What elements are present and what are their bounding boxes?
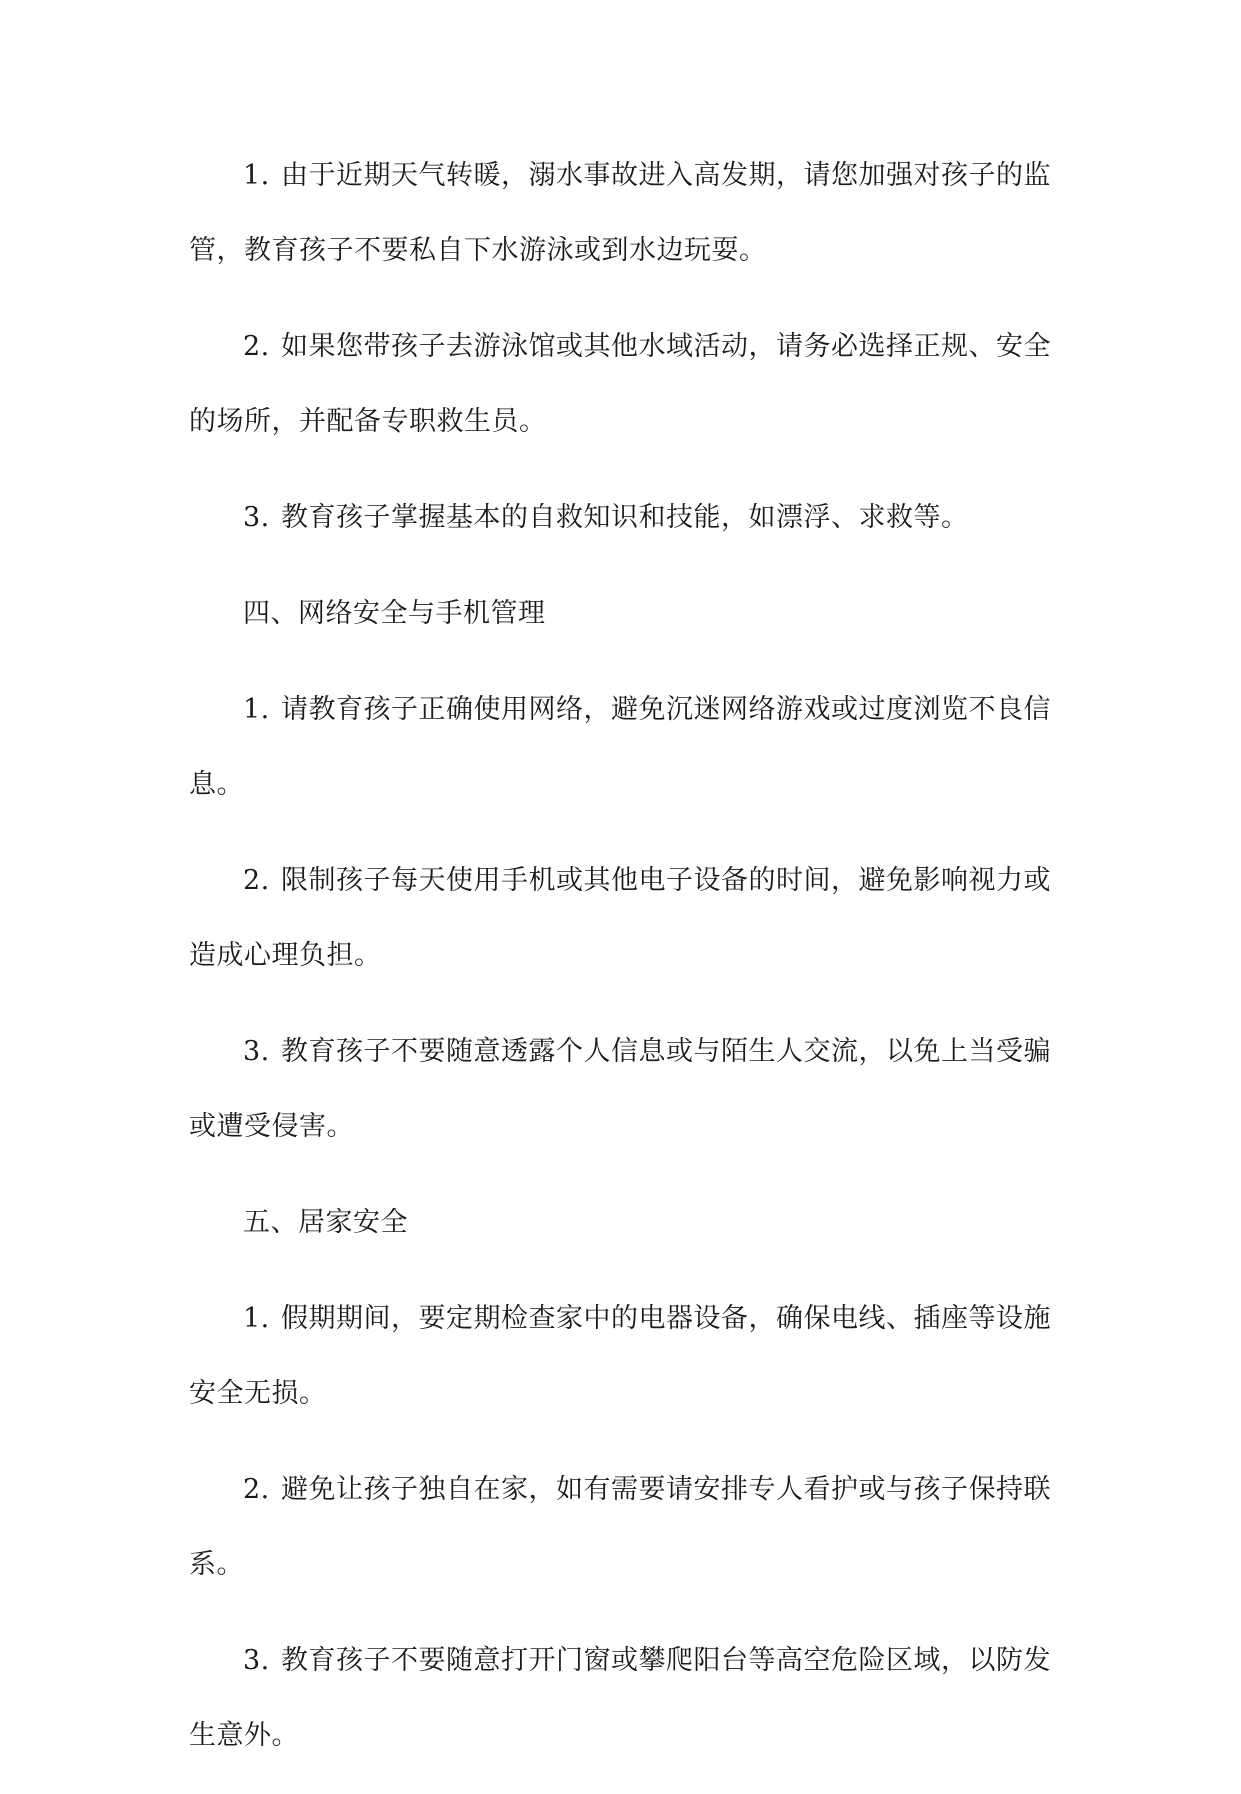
list-item-home-1 bbox=[189, 1281, 1051, 1431]
item-number: 2. bbox=[243, 1474, 270, 1505]
item-number: 3. bbox=[243, 1645, 270, 1676]
item-number: 1. bbox=[243, 694, 270, 725]
list-item-drowning-1 bbox=[189, 138, 1051, 288]
list-item-network-1 bbox=[189, 672, 1051, 822]
heading-text: 四、网络安全与手机管理 bbox=[243, 598, 546, 629]
list-item-network-3 bbox=[189, 1014, 1051, 1164]
list-item-drowning-2 bbox=[189, 309, 1051, 459]
item-text: 避免让孩子独自在家，如有需要请安排专人看护或与孩子保持联系。 bbox=[189, 1474, 1051, 1580]
item-number: 1. bbox=[243, 160, 270, 191]
item-text: 假期期间，要定期检查家中的电器设备，确保电线、插座等设施安全无损。 bbox=[189, 1303, 1051, 1409]
document-page bbox=[189, 138, 1051, 1794]
list-item-home-2 bbox=[189, 1452, 1051, 1602]
list-item-network-2 bbox=[189, 843, 1051, 993]
item-number: 3. bbox=[243, 1036, 270, 1067]
item-text: 由于近期天气转暖，溺水事故进入高发期，请您加强对孩子的监管，教育孩子不要私自下水游泳或到水边玩耍。 bbox=[189, 160, 1051, 266]
section-heading-home-safety bbox=[189, 1185, 1051, 1260]
item-text: 限制孩子每天使用手机或其他电子设备的时间，避免影响视力或造成心理负担。 bbox=[189, 865, 1051, 971]
list-item-home-3 bbox=[189, 1623, 1051, 1773]
item-text: 请教育孩子正确使用网络，避免沉迷网络游戏或过度浏览不良信息。 bbox=[189, 694, 1051, 800]
list-item-drowning-3 bbox=[189, 480, 1051, 555]
section-heading-network-safety bbox=[189, 576, 1051, 651]
item-number: 2. bbox=[243, 331, 270, 362]
item-text: 教育孩子不要随意透露个人信息或与陌生人交流，以免上当受骗或遭受侵害。 bbox=[189, 1036, 1051, 1142]
item-text: 教育孩子不要随意打开门窗或攀爬阳台等高空危险区域，以防发生意外。 bbox=[189, 1645, 1051, 1751]
item-number: 2. bbox=[243, 865, 270, 896]
item-text: 教育孩子掌握基本的自救知识和技能，如漂浮、求救等。 bbox=[281, 502, 969, 533]
item-number: 3. bbox=[243, 502, 270, 533]
item-number: 1. bbox=[243, 1303, 270, 1334]
heading-text: 五、居家安全 bbox=[243, 1207, 408, 1238]
item-text: 如果您带孩子去游泳馆或其他水域活动，请务必选择正规、安全的场所，并配备专职救生员。 bbox=[189, 331, 1051, 437]
